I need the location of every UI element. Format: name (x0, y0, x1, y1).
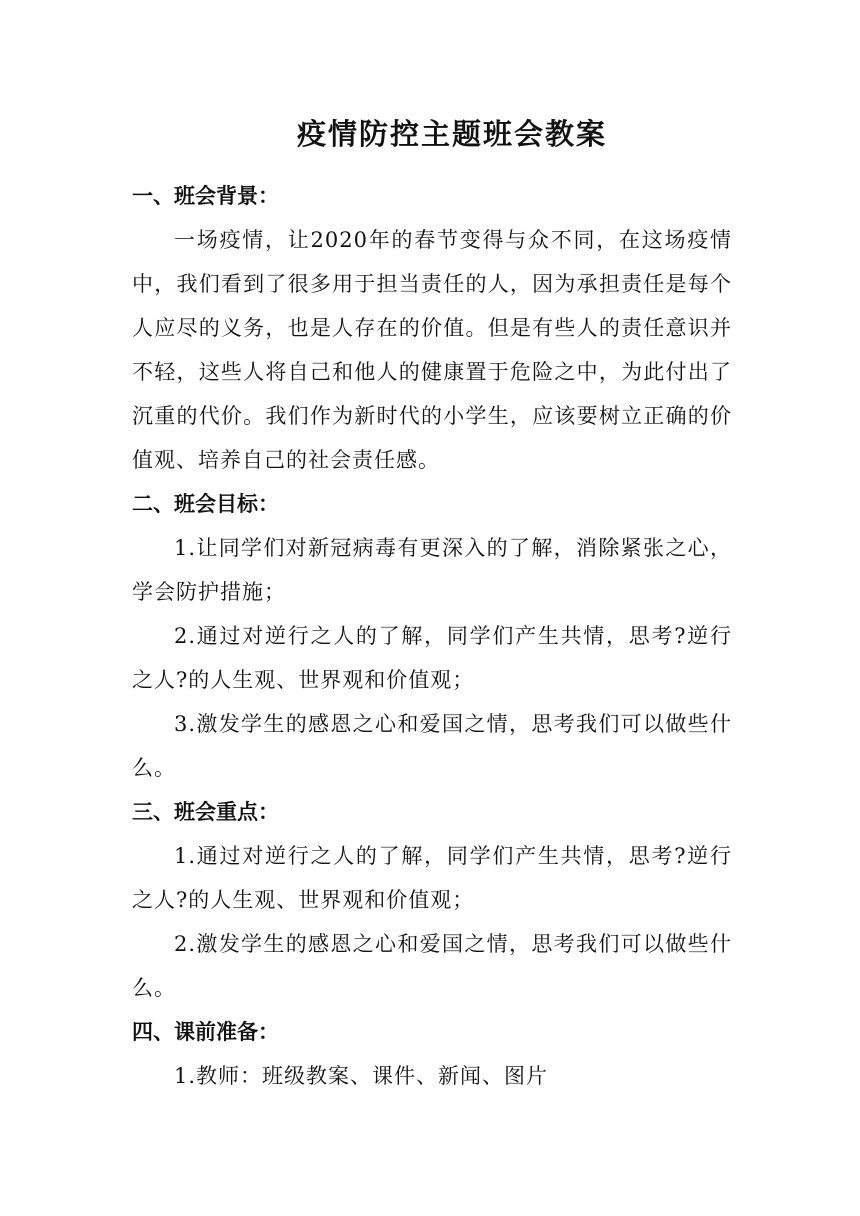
section-heading: 一、班会背景： (132, 183, 279, 208)
paragraph: 一场疫情，让2020年的春节变得与众不同，在这场疫情中，我们看到了很多用于担当责任的人，因为承担责任是每个人应尽的义务，也是人存在的价值。但是有些人的责任意识并不轻，这些人将自己和他人的健康置于危险之中，为此付出了沉重的代价。我们作为新时代的小学生，应该要树立正确的价值观、培养自己的社会责任感。 (132, 228, 732, 472)
section-background (132, 174, 732, 482)
paragraph: 2.通过对逆行之人的了解，同学们产生共情，思考?逆行之人?的人生观、世界观和价值观； (132, 624, 732, 692)
paragraph: 1.通过对逆行之人的了解，同学们产生共情，思考?逆行之人?的人生观、世界观和价值观； (132, 844, 732, 912)
paragraph: 1.让同学们对新冠病毒有更深入的了解，消除紧张之心，学会防护措施； (132, 536, 732, 604)
section-key-points (132, 790, 732, 1010)
paragraph: 2.激发学生的感恩之心和爱国之情，思考我们可以做些什么。 (132, 932, 732, 1000)
paragraph: 1.教师：班级教案、课件、新闻、图片 (174, 1064, 549, 1088)
paragraph: 3.激发学生的感恩之心和爱国之情，思考我们可以做些什么。 (132, 712, 732, 780)
section-preparation (132, 1010, 732, 1098)
section-heading: 二、班会目标： (132, 491, 279, 516)
section-heading: 四、课前准备： (132, 1019, 279, 1044)
document-title: 疫情防控主题班会教案 (296, 117, 607, 151)
section-goals (132, 482, 732, 790)
section-heading: 三、班会重点： (132, 799, 279, 824)
